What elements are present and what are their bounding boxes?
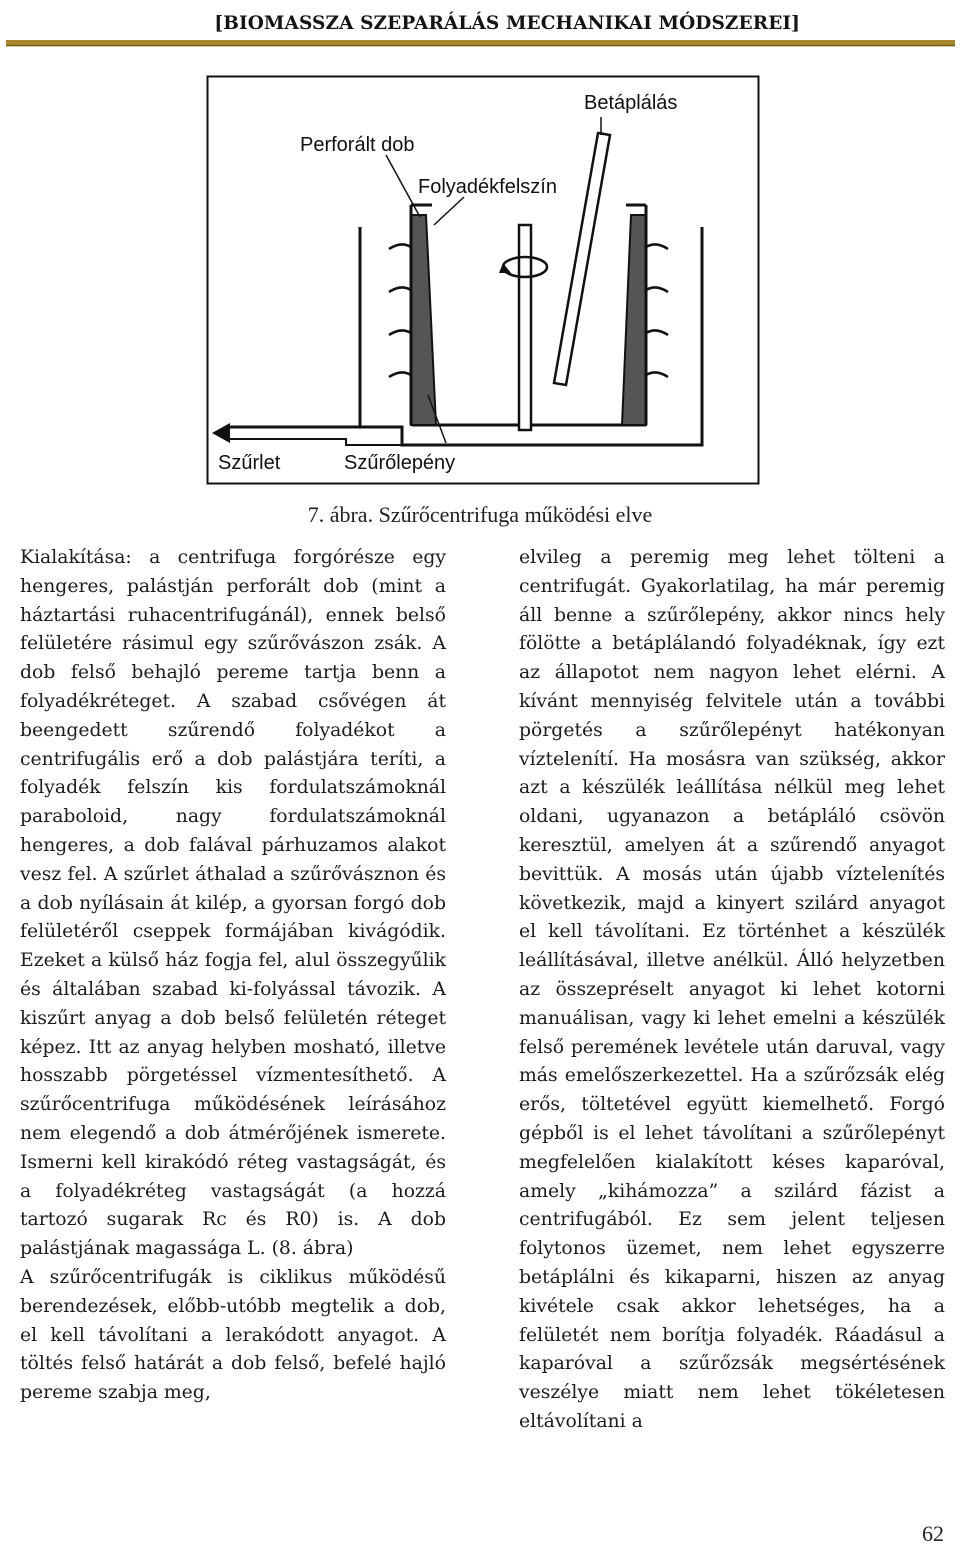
- left-paragraph-2: A szűrőcentrifugák is ciklikus működésű berendezések, előbb-utóbb megtelik a dob, el kell távolítani a lerakódott anyagot. A töltés felső határát a dob felső, befelé hajló pereme szabja meg,: [20, 1266, 446, 1404]
- left-paragraph-1: Kialakítása: a centrifuga forgórésze egy hengeres, palástján perforált dob (mint a háztartási ruhacentrifugánál), ennek belső felületére rásimul egy szűrővászon zsák. A dob felső behajló pereme tartja benn a folyadékréteget. A szabad csővégen át beengedett szűrendő folyadékot a centrifugális erő a dob palástjára teríti, a folyadék felszín kis fordulatszámoknál paraboloid, nagy fordulatszámoknál hengeres, a dob falával párhuzamos alakot vesz fel. A szűrlet áthalad a szűrővásznon és a dob nyílásain át kilép, a gyorsan forgó dob felületéről cseppek formájában kivágódik. Ezeket a külső ház fogja fel, alul összegyűlik és általában szabad ki-folyással távozik. A kiszűrt anyag a dob belső felületén réteget képez. Itt az anyag helyben mosható, illetve hosszabb pörgetéssel vízmentesíthető. A szűrőcentrifuga működésének leírásához nem elegendő a dob átmérőjének ismerete. Ismerni kell kirakódó réteg vastagságát, és a folyadékréteg vastagságát (a hozzá tartozó sugarak Rc és R0) is. A dob palástjának magassága L. (8. ábra): [20, 547, 446, 1260]
- header-title: [BIOMASSZA SZEPARÁLÁS MECHANIKAI MÓDSZEREI]: [214, 13, 800, 34]
- page-header: [0, 0, 960, 48]
- right-paragraph-1: elvileg a peremig meg lehet tölteni a centrifugát. Gyakorlatilag, ha már peremig áll benne a szűrőlepény, akkor nincs hely fölötte a betáplálandó folyadéknak, így ezt az állapotot nem nagyon lehet elérni. A kívánt mennyiség felvitele után a további pörgetés a szűrőlepényt hatékonyan víztelenítí. Ha mosásra van szükség, akkor azt a készülék leállítása nélkül meg lehet oldani, ugyanazon a betápláló csövön keresztül, amelyen át a szűrendő anyagot bevittük. A mosás után újabb víztelenítés következik, majd a kinyert szilárd anyagot el kell távolítani. Ez történhet a készülék leállításával, illetve anélkül. Álló helyzetben az összepréselt anyagot ki lehet kotorni manuálisan, vagy ki lehet emelni a készülék felső peremének levétele után daruval, vagy más emelőszerkezettel. Ha a szűrőzsák elég erős, töltetével együtt kiemelhető. Forgó gépből is el lehet távolítani a szűrőlepényt megfelelően kialakított késes kaparóval, amely „kihámozza” a szilárd fázist a centrifugából. Ez sem jelent teljesen folytonos üzemet, nem lehet egyszerre betáplálni és kikaparni, hiszen az anyag kivétele csak akkor lehetséges, ha a felületét nem borítja folyadék. Ráadásul a kaparóval a szűrőzsák megsértésének veszélye miatt nem lehet tökéletesen eltávolítani a: [519, 547, 945, 1432]
- header-rule-shadow: [6, 46, 955, 47]
- label-filter-cake: Szűrőlepény: [344, 452, 456, 474]
- right-column: [519, 544, 945, 1437]
- page-number: 62: [922, 1521, 944, 1546]
- figure-caption: 7. ábra. Szűrőcentrifuga működési elve: [307, 502, 653, 527]
- label-liquid-surface: Folyadékfelszín: [418, 176, 557, 198]
- label-feeding: Betáplálás: [584, 92, 678, 114]
- left-column: [20, 544, 446, 1408]
- figure-frame: [208, 77, 759, 484]
- label-perforated-drum: Perforált dob: [300, 134, 415, 156]
- centrifuge-diagram: [206, 75, 760, 485]
- label-filtrate: Szűrlet: [218, 452, 281, 474]
